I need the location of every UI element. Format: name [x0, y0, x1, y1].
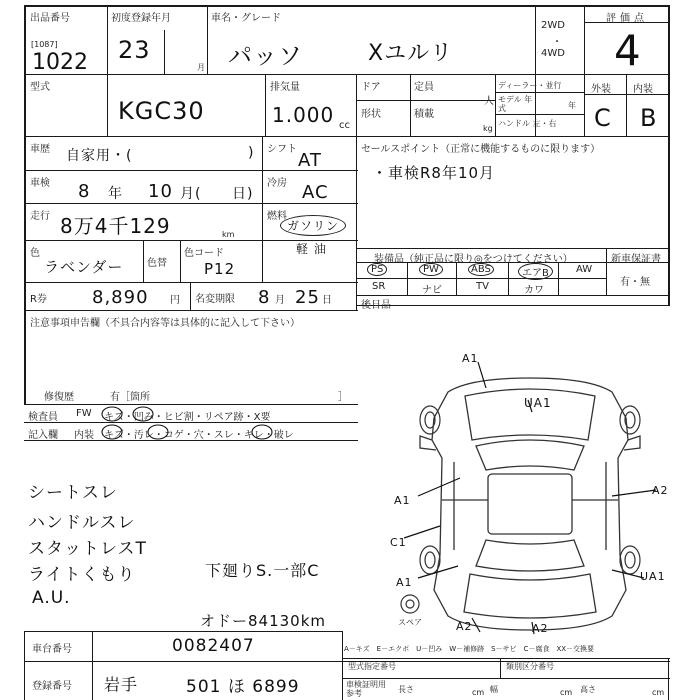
damage-mark-left-rear: A1: [396, 576, 413, 589]
damage-mark-front: A1: [462, 352, 479, 365]
dealer-label: ディーラー・並行: [498, 81, 562, 90]
damage-mark-hood: UA1: [524, 396, 552, 410]
drive-dot: ・: [552, 37, 562, 48]
lot-label: 出品番号: [30, 13, 70, 24]
capacity-unit: 人: [484, 96, 494, 107]
mileage-value: 8万4千129: [60, 214, 171, 238]
interior-label: 内装: [633, 84, 653, 95]
remark-5: A.U.: [32, 588, 71, 608]
type-designation-label: 型式指定番号: [348, 662, 396, 671]
first-reg-month-unit: 月: [197, 63, 205, 72]
damage-mark-left-front-door: A1: [394, 494, 411, 507]
damage-mark-right-rear: UA1: [640, 570, 666, 583]
fuel-gasoline: ガソリン: [280, 215, 346, 236]
load-unit: kg: [483, 124, 493, 133]
year-unit: 年: [568, 101, 576, 110]
length-unit: cm: [472, 688, 485, 697]
height-label: 高さ: [580, 685, 596, 694]
spare-label: スペア: [398, 618, 422, 627]
equip-sr: SR: [372, 281, 386, 292]
shift-label: シフト: [267, 144, 297, 155]
mileage-label: 走行: [30, 211, 50, 222]
meigi-day: 25: [295, 287, 320, 308]
interior-items: キズ・汚レ・コゲ・穴・スレ・キレ・破レ: [104, 430, 294, 441]
first-reg-value: 23: [118, 36, 151, 64]
model-year-label: モデル 年式: [498, 95, 533, 113]
chassis-label: 車台番号: [32, 644, 72, 655]
load-label: 積載: [414, 109, 434, 120]
later-docs-label: 後日品: [361, 300, 391, 311]
equip-airbag: エアB: [518, 263, 553, 280]
height-unit: cm: [652, 688, 665, 697]
inspector-label-2: 記入欄: [28, 430, 58, 441]
warranty-label: 新車保証書: [611, 254, 661, 265]
repair-history-close: ］: [338, 392, 348, 403]
meigi-day-unit: 日: [322, 295, 332, 306]
equip-tv: TV: [476, 281, 489, 292]
damage-mark-rear-left: A2: [456, 620, 473, 633]
recycle-value: 8,890: [92, 287, 149, 308]
sales-point-label: セールスポイント（正常に機能するものに限ります）: [361, 144, 601, 155]
remark-3: スタットレスT: [28, 539, 147, 559]
fw-label: FW: [76, 408, 92, 419]
notes-label: 注意事項申告欄（不具合内容等は具体的に記入して下さい）: [30, 318, 300, 329]
shaken-label: 車検: [30, 178, 50, 189]
interior-items-label: 内装: [74, 430, 94, 441]
inspector-label-1: 検査員: [28, 412, 58, 423]
fuel-label: 燃料: [267, 211, 287, 222]
width-unit: cm: [560, 688, 573, 697]
remark-4: ライトくもり: [28, 565, 136, 585]
equip-abs: ABS: [468, 263, 494, 276]
color-value: ラベンダー: [44, 258, 124, 276]
exterior-grade: C: [594, 104, 612, 132]
score-value: 4: [614, 26, 642, 75]
shaken-day-unit: 日): [232, 186, 254, 202]
score-label: 評価点: [606, 13, 648, 24]
shaken-year: 8: [78, 181, 91, 202]
fuel-diesel: 軽 油: [296, 242, 327, 256]
car-grade: Xユルリ: [368, 41, 454, 66]
underbody-note: 下廻りS.一部C: [205, 561, 320, 580]
damage-mark-rear-center: A2: [532, 622, 549, 635]
first-reg-label: 初度登録年月: [111, 13, 171, 24]
name-grade-label: 車名・グレード: [211, 13, 281, 24]
damage-legend: A－キズ E－エクボ U－凹み W－補修跡 S－サビ C－腐食 XX－交換要: [344, 645, 595, 653]
fw-items: キズ・凹み・ヒビ割・リペア跡・X要: [104, 412, 271, 423]
shaken-month: 10: [148, 181, 173, 202]
sales-point-value: ・車検R8年10月: [372, 164, 496, 182]
meigi-month: 8: [258, 287, 271, 308]
equipment-label: 装備品（純正品に限り◎をつけてください）: [374, 254, 573, 265]
class-number-label: 類別区分番号: [506, 662, 554, 671]
odometer-note: オドー84130km: [200, 612, 327, 630]
equip-pw: PW: [419, 263, 443, 276]
color-code-label: 色コード: [184, 248, 224, 259]
shaken-month-unit: 月(: [180, 186, 202, 202]
chassis-value: 0082407: [172, 636, 255, 656]
model-value: KGC30: [118, 97, 205, 125]
reg-label: 登録番号: [32, 681, 72, 692]
color-change-label: 色替: [147, 258, 167, 269]
reg-number: 501 ほ 6899: [186, 677, 300, 697]
cert-label: 車検証明用 参考: [346, 680, 386, 698]
remark-2: ハンドルスレ: [28, 513, 136, 533]
drive-2wd: 2WD: [541, 20, 565, 31]
meigi-label: 名変期限: [195, 294, 235, 305]
remark-1: シートスレ: [28, 483, 118, 503]
history-value: 自家用・(: [66, 148, 133, 164]
equip-aw: AW: [576, 264, 593, 275]
lot-number: 1022: [32, 50, 88, 75]
reg-region: 岩手: [104, 675, 139, 694]
length-label: 長さ: [398, 685, 414, 694]
equip-leather: カワ: [524, 285, 544, 296]
exterior-label: 外装: [591, 84, 611, 95]
drive-4wd: 4WD: [541, 48, 565, 59]
door-label: ドア: [361, 82, 381, 93]
meigi-month-unit: 月: [275, 295, 285, 306]
damage-mark-left-rear-door: C1: [390, 536, 407, 549]
equip-navi: ナビ: [422, 285, 442, 296]
repair-history-label: 修復歴: [44, 392, 74, 403]
recycle-label: R券: [30, 294, 47, 305]
displacement-label: 排気量: [270, 82, 300, 93]
lot-small-number: [1087]: [31, 40, 58, 49]
model-label: 型式: [30, 82, 50, 93]
shaken-year-unit: 年: [108, 186, 123, 202]
recycle-unit: 円: [170, 295, 180, 306]
history-close: ): [248, 145, 255, 161]
capacity-label: 定員: [414, 82, 434, 93]
displacement-unit: cc: [339, 120, 350, 131]
equip-ps: PS: [367, 263, 387, 276]
history-label: 車歴: [30, 144, 50, 155]
interior-grade: B: [640, 104, 658, 132]
aircon-label: 冷房: [267, 178, 287, 189]
damage-mark-right-door: A2: [652, 484, 669, 497]
aircon-value: AC: [302, 182, 329, 203]
shape-label: 形状: [361, 109, 381, 120]
width-label: 幅: [490, 685, 498, 694]
repair-history-value: 有［箇所: [110, 392, 150, 403]
color-label: 色: [30, 248, 40, 259]
handle-label: ハンドル 左・右: [498, 119, 557, 128]
car-name: パッソ: [228, 42, 303, 70]
color-code-value: P12: [204, 260, 236, 278]
warranty-value: 有・無: [620, 277, 650, 288]
displacement-value: 1.000: [272, 103, 335, 127]
shift-value: AT: [298, 150, 322, 171]
mileage-unit: km: [222, 230, 235, 239]
